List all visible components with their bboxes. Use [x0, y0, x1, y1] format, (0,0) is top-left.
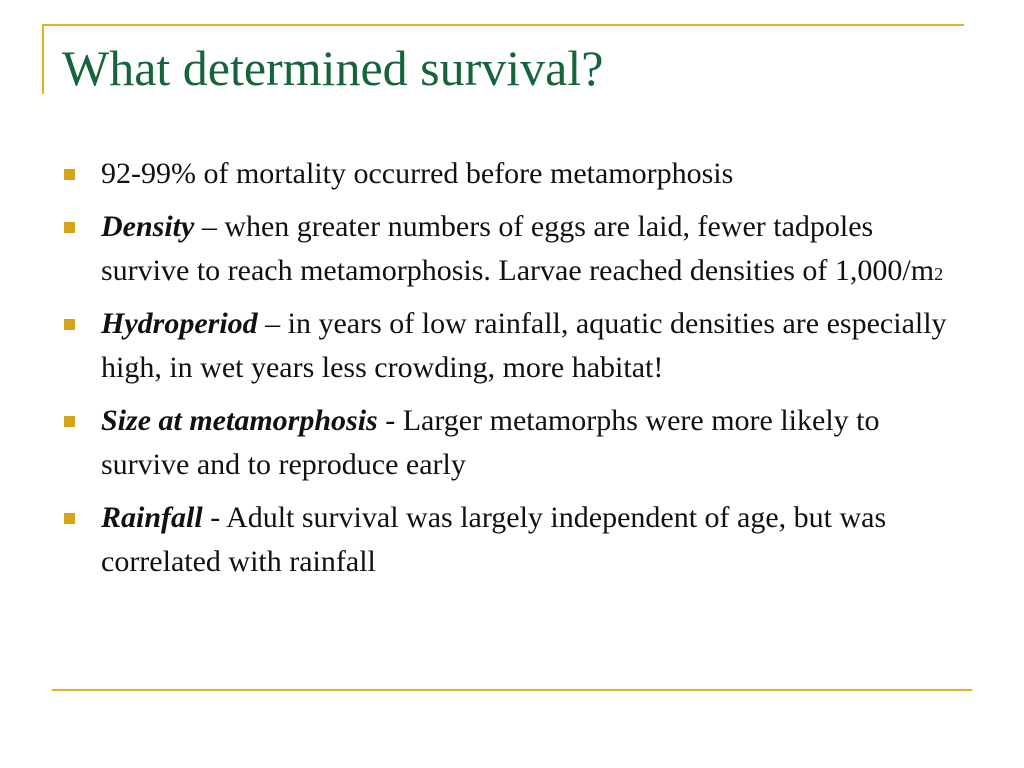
bullet-item-hydroperiod — [64, 302, 964, 390]
superscript-exponent: 2 — [934, 264, 944, 284]
bullet-term: Rainfall — [101, 501, 203, 534]
frame-left-rule — [42, 24, 44, 94]
bullet-text: Larger metamorphs were more likely to survive and to reproduce early — [101, 404, 880, 481]
bullet-separator: – — [194, 210, 225, 243]
bullet-item-density — [64, 205, 964, 293]
bullet-separator: - — [202, 501, 227, 534]
square-bullet-icon — [64, 222, 75, 233]
slide-title: What determined survival? — [62, 40, 604, 96]
bullet-term: Size at metamorphosis — [101, 404, 378, 437]
square-bullet-icon — [64, 319, 75, 330]
bullet-text: Adult survival was largely independent of age, but was correlated with rainfall — [101, 501, 887, 578]
bullet-text: in years of low rainfall, aquatic densities are especially high, in wet years less crowding, more habitat! — [101, 307, 947, 384]
bullet-separator: - — [377, 404, 403, 437]
bullet-term: Hydroperiod — [101, 307, 258, 340]
bullet-item-mortality — [64, 152, 964, 196]
frame-bottom-rule — [52, 689, 972, 691]
square-bullet-icon — [64, 513, 75, 524]
frame-top-rule — [42, 24, 964, 26]
bullet-list — [64, 152, 964, 593]
square-bullet-icon — [64, 169, 75, 180]
bullet-item-size-at-metamorphosis — [64, 399, 964, 487]
bullet-text: when greater numbers of eggs are laid, fewer tadpoles survive to reach metamorphosis. Larvae reached densities of 1,000/m — [101, 210, 935, 287]
bullet-text: 92-99% of mortality occurred before metamorphosis — [101, 157, 734, 190]
bullet-item-rainfall — [64, 496, 964, 584]
square-bullet-icon — [64, 416, 75, 427]
bullet-term: Density — [101, 210, 195, 243]
bullet-separator: – — [257, 307, 288, 340]
